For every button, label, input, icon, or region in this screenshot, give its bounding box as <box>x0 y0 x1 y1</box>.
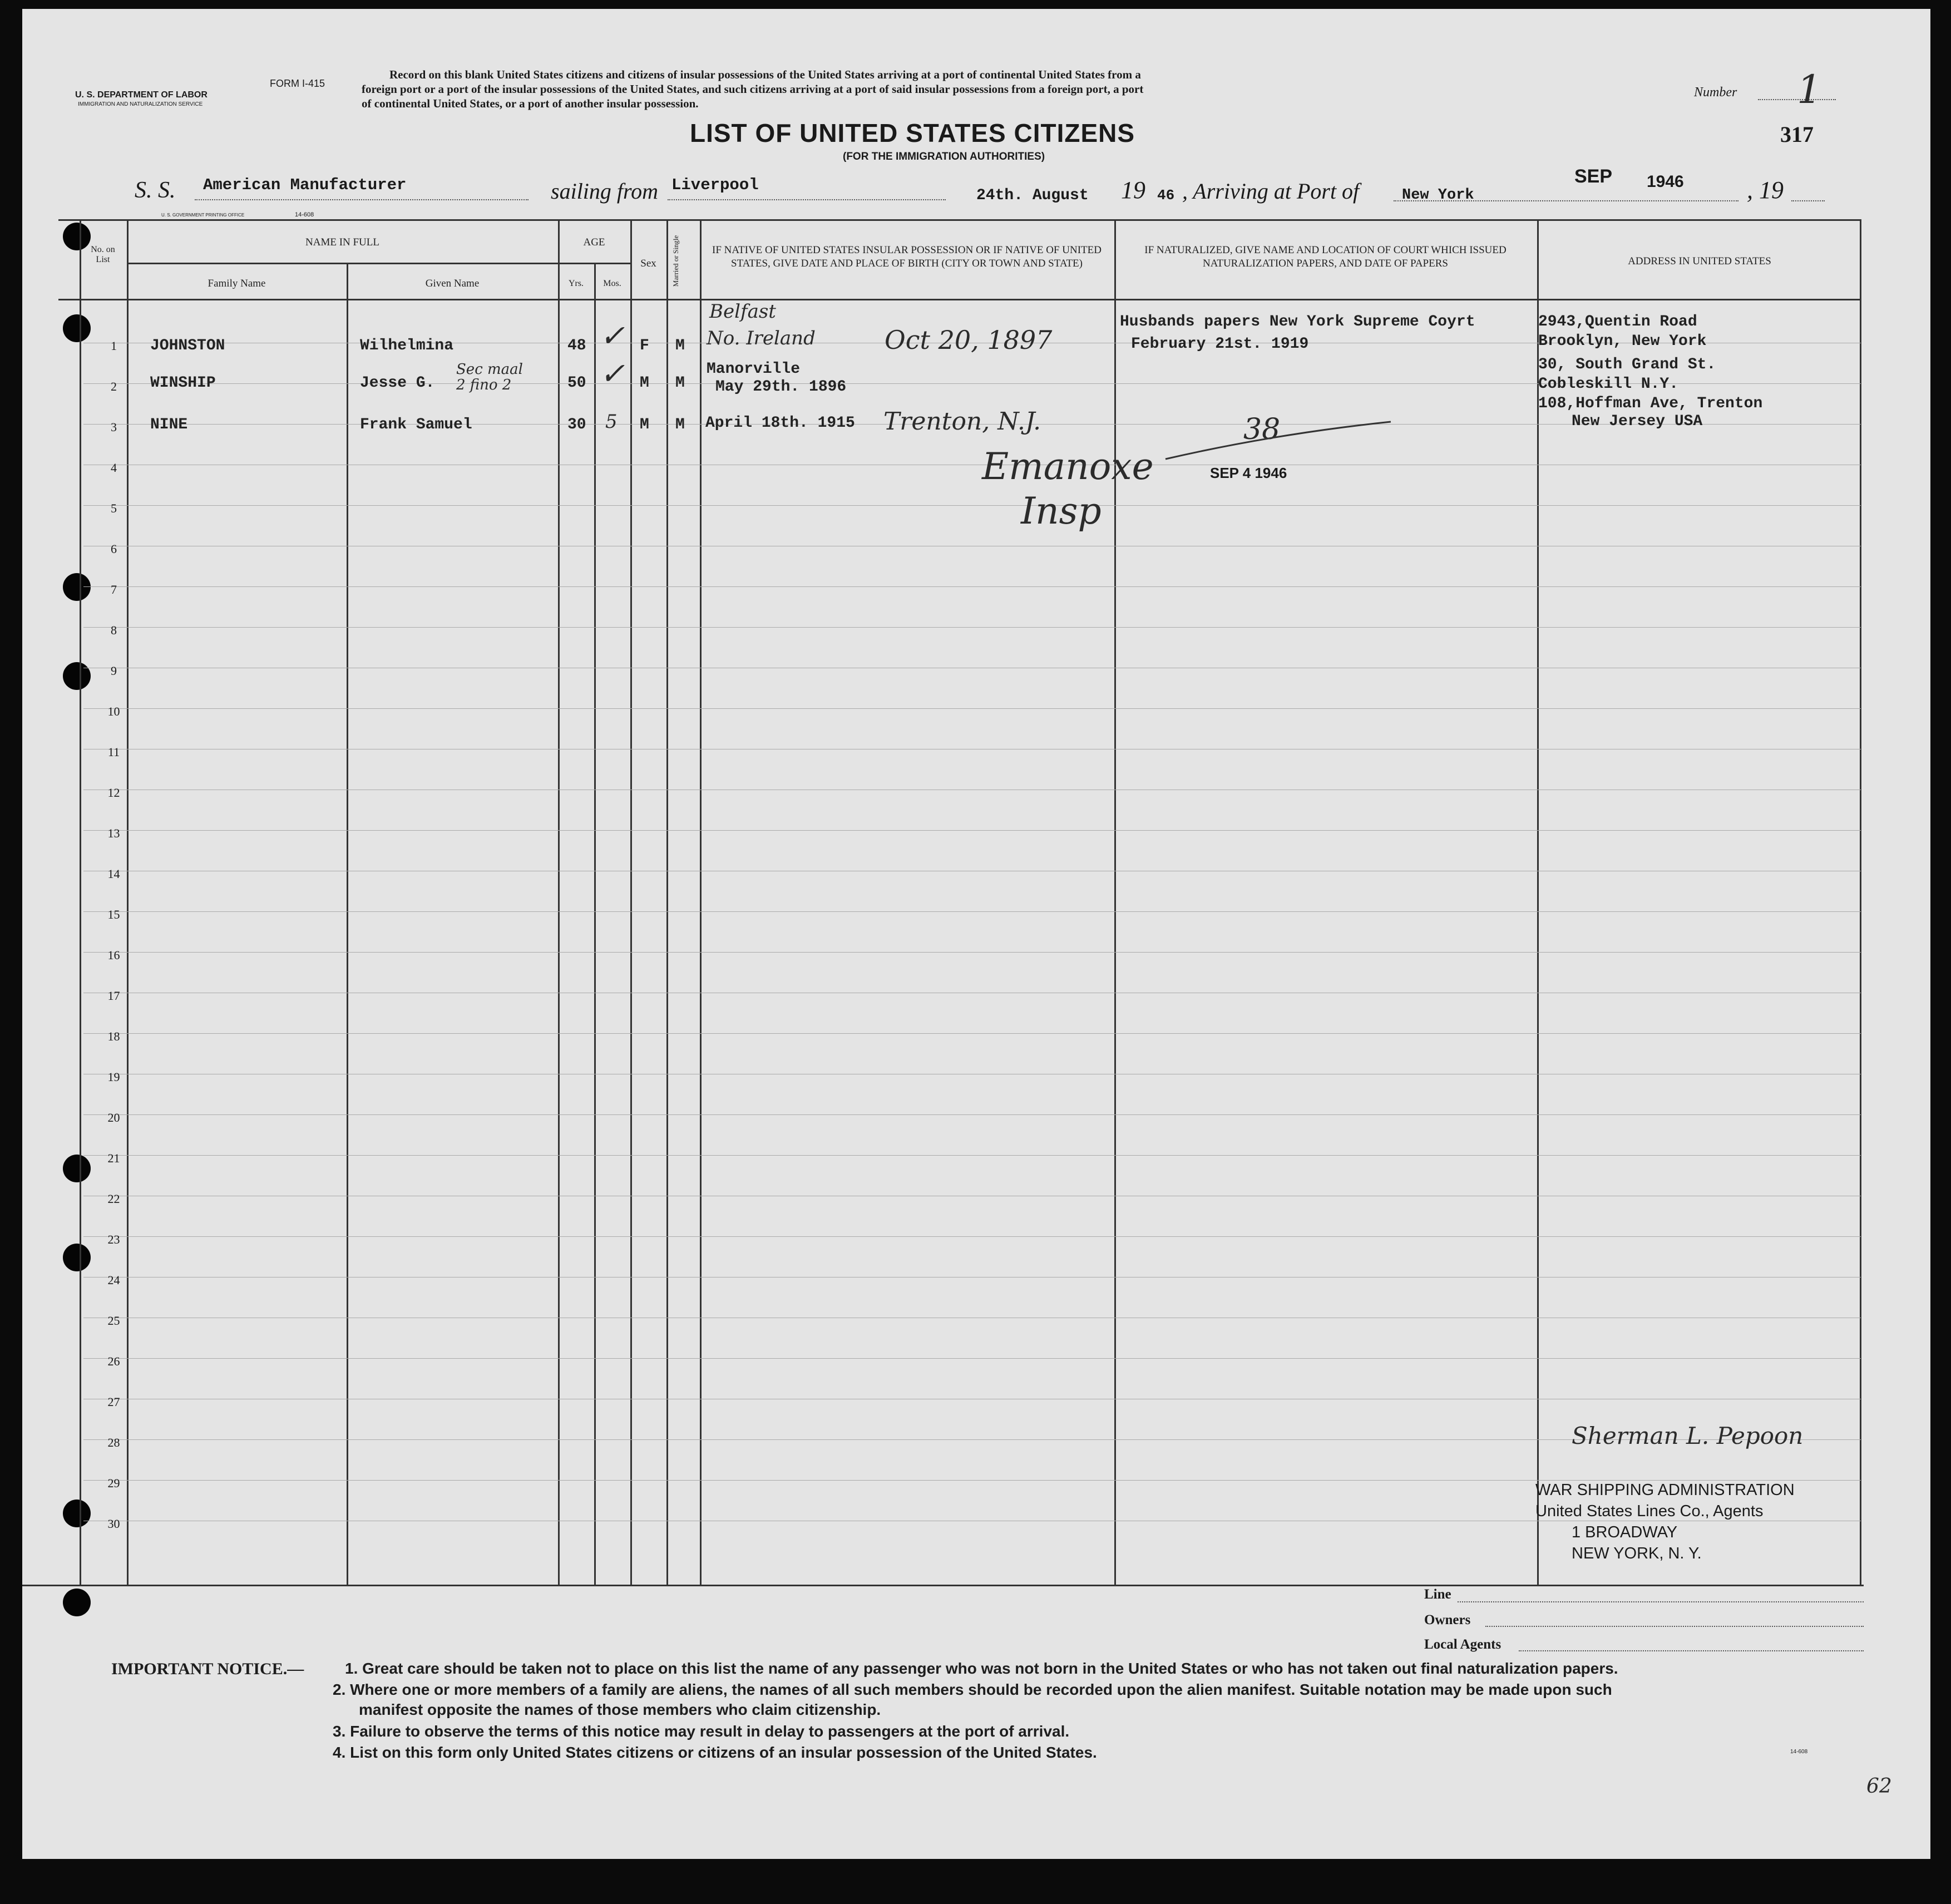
given-name: Frank Samuel <box>360 416 472 433</box>
binder-hole <box>63 1589 91 1616</box>
given-name-annotation: Sec maal 2 fino 2 <box>456 361 523 393</box>
row-number: 17 <box>107 989 120 1003</box>
notice-form-code: 14-608 <box>1790 1749 1808 1755</box>
intro-line-2: foreign port or a port of the insular possessions of the United States, and such citizens arriving at a port of said insular possessions from a foreign port, a port <box>362 82 1144 96</box>
row-line <box>83 911 1861 912</box>
inspector-title: Insp <box>1021 490 1102 532</box>
number-value: 1 <box>1797 67 1822 112</box>
port-to: New York <box>1402 187 1474 204</box>
row-number: 4 <box>111 461 117 475</box>
family-name: NINE <box>150 416 188 433</box>
arriving-label: , Arriving at Port of <box>1182 179 1360 204</box>
row-number: 18 <box>107 1029 120 1043</box>
row-number: 6 <box>111 542 117 556</box>
row-line <box>83 1236 1861 1237</box>
notice-item-2a: 2. Where one or more members of a family are aliens, the names of all such members should be recorded upon the alien manifest. Suitable notation may be made upon such <box>333 1681 1612 1698</box>
agent-line-3: 1 BROADWAY <box>1572 1523 1678 1541</box>
binder-hole <box>63 1244 91 1271</box>
birth-place: Trenton, N.J. <box>883 407 1041 436</box>
birth-place: Belfast <box>709 300 776 323</box>
row-number: 24 <box>107 1273 120 1287</box>
department: U. S. DEPARTMENT OF LABOR <box>75 90 208 100</box>
footer-line-label: Line <box>1424 1587 1451 1602</box>
row-number: 5 <box>111 501 117 515</box>
age-mos: ✓ <box>600 356 625 391</box>
column-line <box>594 263 596 1585</box>
row-number: 3 <box>111 420 117 434</box>
row-number: 22 <box>107 1192 120 1206</box>
row-number: 13 <box>107 826 120 840</box>
family-name: WINSHIP <box>150 374 216 392</box>
header-bottom-border <box>58 299 1861 300</box>
printing-office: U. S. GOVERNMENT PRINTING OFFICE <box>161 213 245 218</box>
birth-date: May 29th. 1896 <box>715 378 847 396</box>
binder-hole <box>63 573 91 601</box>
table-bottom-border <box>22 1585 1864 1586</box>
header-married: Married or Single <box>671 235 680 287</box>
footer-local-agents-field <box>1519 1650 1864 1651</box>
printing-code: 14-608 <box>295 211 314 218</box>
header-naturalized: IF NATURALIZED, GIVE NAME AND LOCATION OF COURT WHICH ISSUED NATURALIZATION PAPERS, AND DATE OF PAPERS <box>1144 244 1507 269</box>
intro-line-1: Record on this blank United States citizens and citizens of insular possessions of the United States arriving at a port of continental United States from a <box>389 68 1141 81</box>
row-number: 9 <box>111 664 117 678</box>
row-line <box>83 627 1861 628</box>
row-line <box>83 1033 1861 1034</box>
form-number: FORM I-415 <box>270 78 325 89</box>
agent-line-4: NEW YORK, N. Y. <box>1572 1545 1702 1562</box>
birth-date: April 18th. 1915 <box>705 415 855 432</box>
row-line <box>83 708 1861 709</box>
header-sex: Sex <box>640 258 656 269</box>
row-number: 7 <box>111 583 117 596</box>
year-prefix-2: , 19 <box>1747 176 1784 204</box>
header-family-name: Family Name <box>208 278 266 289</box>
ship-name: American Manufacturer <box>203 176 407 194</box>
inspector-stroke <box>1163 417 1396 462</box>
header-birth: IF NATIVE OF UNITED STATES INSULAR POSSESSION OR IF NATIVE OF UNITED STATES, GIVE DATE AND PLACE OF BIRTH (CITY OR TOWN AND STATE) <box>712 244 1102 269</box>
port-from-underline <box>668 199 946 200</box>
row-number: 16 <box>107 948 120 962</box>
arrival-stamp-year: 1946 <box>1647 172 1684 191</box>
year-suffix: 46 <box>1157 187 1175 204</box>
row-line <box>83 586 1861 587</box>
row-number: 11 <box>107 745 120 759</box>
header-address: ADDRESS IN UNITED STATES <box>1628 255 1771 267</box>
row-number: 27 <box>107 1395 120 1409</box>
page-title: LIST OF UNITED STATES CITIZENS <box>690 119 1135 147</box>
arrival-stamp-month: SEP <box>1574 166 1613 187</box>
port-from: Liverpool <box>671 176 759 194</box>
agent-line-1: WAR SHIPPING ADMINISTRATION <box>1535 1481 1795 1499</box>
row-number: 29 <box>107 1476 120 1490</box>
row-number: 20 <box>107 1111 120 1124</box>
given-name: Jesse G. <box>360 374 435 392</box>
row-line <box>83 952 1861 953</box>
row-number: 1 <box>111 339 117 353</box>
agent-line-2: United States Lines Co., Agents <box>1535 1502 1764 1520</box>
married-single: M <box>675 337 685 354</box>
sex: M <box>640 374 649 392</box>
sailing-date: 24th. August <box>976 187 1089 204</box>
age-yrs: 50 <box>567 374 586 392</box>
family-name: JOHNSTON <box>150 337 225 354</box>
header-mos: Mos. <box>603 279 621 288</box>
column-line <box>347 263 348 1585</box>
notice-item-4: 4. List on this form only United States citizens or citizens of an insular possession of the United States. <box>333 1744 1097 1761</box>
ship-underline <box>195 199 529 200</box>
address-line-2: Brooklyn, New York <box>1538 333 1707 350</box>
row-number: 15 <box>107 907 120 921</box>
row-line <box>83 505 1861 506</box>
inspector-name: Emanoxe <box>982 445 1154 488</box>
row-line <box>83 1358 1861 1359</box>
sex: M <box>640 416 649 433</box>
year-underline-2 <box>1791 200 1825 201</box>
naturalization-court: Husbands papers New York Supreme Coyrt <box>1120 313 1475 331</box>
age-yrs: 48 <box>567 337 586 354</box>
header-given-name: Given Name <box>425 278 480 289</box>
table-top-border <box>58 219 1861 221</box>
agent-signature: Sherman L. Pepoon <box>1572 1422 1804 1449</box>
binder-hole <box>63 1499 91 1527</box>
column-line <box>80 219 81 1585</box>
row-number: 25 <box>107 1314 120 1328</box>
married-single: M <box>675 374 685 392</box>
address-line-1: 108,Hoffman Ave, Trenton <box>1538 395 1763 412</box>
row-number: 14 <box>107 867 120 881</box>
address-line-1: 2943,Quentin Road <box>1538 313 1697 331</box>
notice-item-2b: manifest opposite the names of those members who claim citizenship. <box>359 1701 881 1718</box>
corner-mark: 62 <box>1866 1775 1892 1798</box>
row-number: 30 <box>107 1517 120 1531</box>
year-prefix: 19 <box>1121 176 1145 204</box>
row-number: 12 <box>107 786 120 800</box>
naturalization-date: February 21st. 1919 <box>1131 336 1309 353</box>
port-to-underline <box>1394 200 1738 201</box>
header-yrs: Yrs. <box>568 279 584 288</box>
row-number: 2 <box>111 379 117 393</box>
page-number: 317 <box>1780 122 1814 147</box>
intro-line-3: of continental United States, or a port of another insular possession. <box>362 97 699 110</box>
footer-owners-field <box>1485 1626 1864 1627</box>
address-line-2: Cobleskill N.Y. <box>1538 376 1679 393</box>
age-mos: 5 <box>605 411 618 433</box>
service: IMMIGRATION AND NATURALIZATION SERVICE <box>78 101 203 107</box>
birth-place: Manorville <box>707 361 801 378</box>
row-number: 10 <box>107 704 120 718</box>
sex: F <box>640 337 649 354</box>
inspector-stamp: SEP 4 1946 <box>1210 465 1287 481</box>
ss-label: S. S. <box>135 177 176 203</box>
row-number: 23 <box>107 1232 120 1246</box>
notice-item-1: 1. Great care should be taken not to place on this list the name of any passenger who was not born in the United States or who has not taken out final naturalization papers. <box>345 1660 1618 1677</box>
footer-local-agents-label: Local Agents <box>1424 1637 1501 1652</box>
row-line <box>83 1114 1861 1115</box>
binder-hole <box>63 314 91 342</box>
row-number: 26 <box>107 1354 120 1368</box>
notice-heading: IMPORTANT NOTICE.— <box>111 1660 304 1678</box>
notice-item-3: 3. Failure to observe the terms of this notice may result in delay to passengers at the port of arrival. <box>333 1723 1070 1740</box>
given-name: Wilhelmina <box>360 337 454 354</box>
married-single: M <box>675 416 685 433</box>
footer-line-field <box>1458 1601 1864 1602</box>
page-subtitle: (FOR THE IMMIGRATION AUTHORITIES) <box>843 151 1045 162</box>
row-number: 28 <box>107 1436 120 1449</box>
row-number: 21 <box>107 1151 120 1165</box>
row-number: 19 <box>107 1070 120 1084</box>
header-age: AGE <box>583 236 605 248</box>
header-name-in-full: NAME IN FULL <box>305 236 379 248</box>
binder-hole <box>63 1155 91 1182</box>
age-yrs: 30 <box>567 416 586 433</box>
inspector-mark: 38 <box>1243 413 1281 446</box>
age-mos: ✓ <box>600 318 625 353</box>
footer-owners-label: Owners <box>1424 1612 1471 1627</box>
row-line <box>83 830 1861 831</box>
sailing-label: sailing from <box>551 179 658 204</box>
number-label: Number <box>1694 85 1737 100</box>
row-line <box>83 1155 1861 1156</box>
row-number: 8 <box>111 623 117 637</box>
birth-date: Oct 20, 1897 <box>885 325 1053 355</box>
name-header-divider <box>127 263 558 264</box>
address-line-2: New Jersey USA <box>1572 413 1703 430</box>
row-line <box>83 1480 1861 1481</box>
header-no: No. on List <box>91 245 115 264</box>
binder-hole <box>63 662 91 690</box>
address-line-1: 30, South Grand St. <box>1538 356 1716 373</box>
birth-country: No. Ireland <box>707 327 816 349</box>
